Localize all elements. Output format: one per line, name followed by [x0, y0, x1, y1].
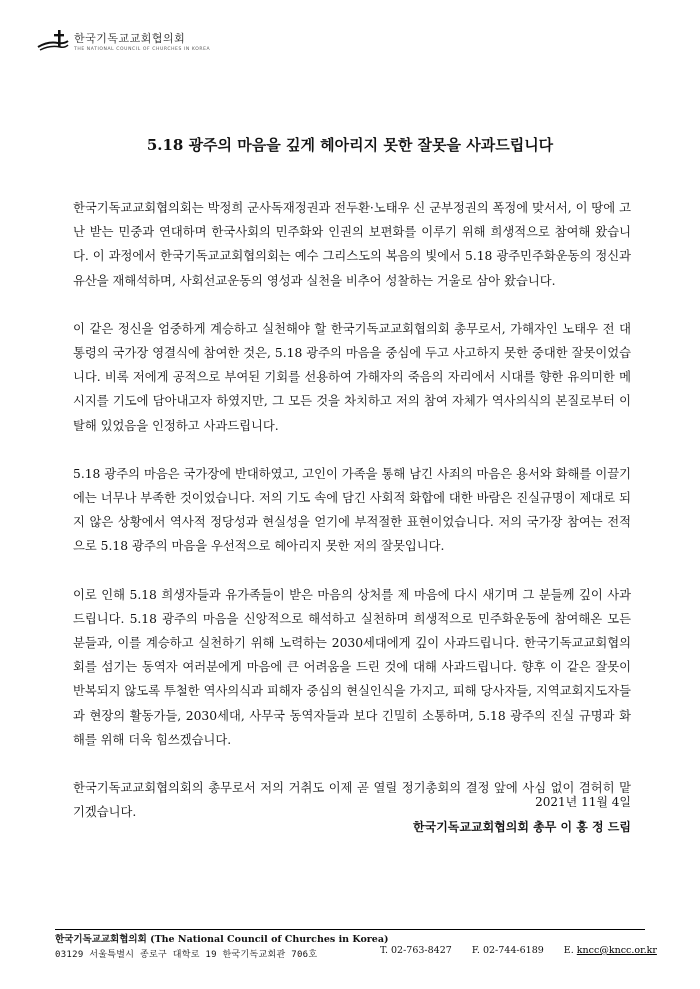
- footer-email-group: [564, 945, 657, 956]
- letterhead: [36, 26, 210, 56]
- footer-fax: F. 02-744-6189: [471, 945, 544, 956]
- footer-email-prefix: E.: [563, 945, 574, 956]
- paragraph-1: 한국기독교교회협의회는 박정희 군사독재정권과 전두환·노태우 신 군부정권의 폭정에 맞서서, 이 땅에 고난 받는 민중과 연대하며 한국사회의 민주화와 인권의 보편화를 이루기 위해 희생적으로 참여해 왔습니다. 이 과정에서 한국기독교교회협의회는 예수 그리스도의 복음의 빛에서 5.18 광주민주화운동의 정신과 유산을 재해석하며, 사회선교운동의 영성과 실천을 비추어 성찰하는 거울로 삼아 왔습니다.: [73, 201, 631, 288]
- footer-address: 03129 서울특별시 종로구 대학로 19 한국기독교회관 706호: [55, 950, 318, 960]
- letterhead-org-name: 한국기독교교회협의회: [74, 32, 186, 45]
- paragraph-2: 이 같은 정신을 엄중하게 계승하고 실천해야 할 한국기독교교회협의회 총무로서, 가해자인 노태우 전 대통령의 국가장 영결식에 참여한 것은, 5.18 광주의 마음을 중심에 두고 사고하지 못한 중대한 잘못이었습니다. 비록 저에게 공적으로 부여된 기회를 선용하여 가해자의 죽음의 자리에서 시대를 향한 유의미한 메시지를 기도에 담아내고자 하였지만, 그 모든 것을 차치하고 저의 참여 자체가 역사의식의 본질로부터 이탈해 있었음을 인정하고 사과드립니다.: [73, 321, 631, 433]
- footer-contact: [380, 945, 657, 956]
- document-title: 5.18 광주의 마음을 깊게 헤아리지 못한 잘못을 사과드립니다: [146, 136, 554, 154]
- kncc-logo: [36, 27, 70, 55]
- letterhead-org-eng: THE NATIONAL COUNCIL OF CHURCHES IN KOREA: [74, 47, 211, 52]
- cross-boat-logo-icon: [36, 27, 70, 55]
- footer-tel: T. 02-763-8427: [380, 945, 452, 956]
- footer-org: 한국기독교교회협의회 (The National Council of Churches in Korea): [55, 934, 389, 945]
- footer-email-link[interactable]: kncc@kncc.or.kr: [576, 945, 657, 956]
- document-date: 2021년 11월 4일: [535, 795, 631, 809]
- paragraph-4: 이로 인해 5.18 희생자들과 유가족들이 받은 마음의 상처를 제 마음에 다시 새기며 그 분들께 깊이 사과드립니다. 5.18 광주의 마음을 신앙적으로 해석하고 실천하며 희생적으로 민주화운동에 참여해온 모든 분들과, 이를 계승하고 실천하기 위해 노력하는 2030세대에게 깊이 사과드립니다. 한국기독교교회협의회를 섬기는 동역자 여러분에게 마음에 큰 어려움을 드린 것에 대해 사과드립니다. 향후 이 같은 잘못이 반복되지 않도록 투철한 역사의식과 피해자 중심의 현실인식을 가지고, 피해 당사자들, 지역교회지도자들과 현장의 활동가들, 2030세대, 사무국 동역자들과 보다 긴밀히 소통하며, 5.18 광주의 진실 규명과 화해를 위해 더욱 힘쓰겠습니다.: [73, 587, 631, 747]
- document-signer: 한국기독교교회협의회 총무 이 홍 정 드림: [413, 820, 631, 834]
- footer-divider: [55, 929, 645, 930]
- paragraph-3: 5.18 광주의 마음은 국가장에 반대하였고, 고인이 가족을 통해 남긴 사죄의 마음은 용서와 화해를 이끌기에는 너무나 부족한 것이었습니다. 저의 기도 속에 담긴 사회적 화합에 대한 바람은 진실규명이 제대로 되지 않은 상황에서 역사적 정당성과 현실성을 얻기에 부적절한 표현이었습니다. 저의 국가장 참여는 전적으로 5.18 광주의 마음을 우선적으로 헤아리지 못한 저의 잘못입니다.: [73, 466, 631, 554]
- paragraph-5: 한국기독교교회협의회의 총무로서 저의 거취도 이제 곧 열릴 정기총회의 결정 앞에 사심 없이 겸허히 맡기겠습니다.: [73, 781, 631, 820]
- document-body: [73, 196, 631, 848]
